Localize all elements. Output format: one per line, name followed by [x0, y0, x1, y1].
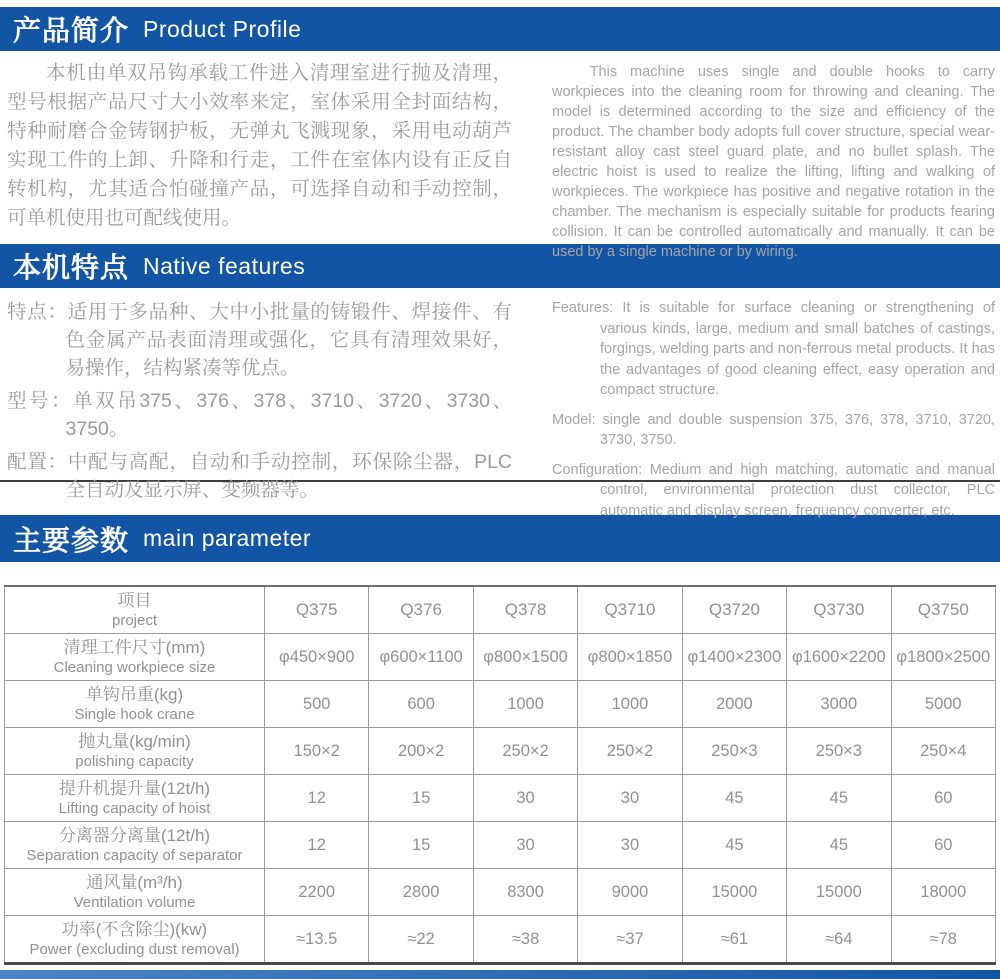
- parameter-label-en: Cleaning workpiece size: [53, 659, 216, 676]
- value-cell: 500: [265, 681, 369, 728]
- model-column-header: Q376: [369, 586, 473, 634]
- parameters-table-body: [5, 586, 996, 964]
- main-parameter-title-en: main parameter: [143, 525, 312, 551]
- value-cell: 15000: [682, 869, 786, 916]
- value-cell: ≈22: [369, 916, 473, 964]
- configuration-item-en: Configuration: Medium and high matching, automatic and manual control, environmental protection dust collector, PLC automatic and display screen, frequency converter, etc.: [552, 461, 995, 519]
- value-cell: 18000: [891, 869, 995, 916]
- value-cell: 150×2: [265, 728, 369, 775]
- native-features-title-en: Native features: [143, 252, 306, 279]
- value-cell: 1000: [578, 681, 682, 728]
- value-cell: 15000: [787, 869, 891, 916]
- value-cell: ≈38: [473, 916, 577, 964]
- value-cell: 45: [682, 775, 786, 822]
- model-column-header: Q378: [473, 586, 577, 634]
- value-cell: 30: [473, 775, 577, 822]
- native-features-title-zh: 本机特点: [13, 252, 130, 283]
- parameter-cell: [5, 822, 265, 869]
- table-row: [5, 822, 996, 869]
- value-cell: 9000: [578, 869, 682, 916]
- model-item-zh: 型号：单双吊375、376、378、3710、3720、3730、3750。: [7, 390, 512, 440]
- configuration-item-zh: 配置：中配与高配，自动和手动控制，环保除尘器，PLC全自动及显示屏、变频器等。: [7, 451, 512, 501]
- value-cell: φ1800×2500: [891, 634, 995, 681]
- value-cell: φ800×1850: [578, 634, 682, 681]
- product-profile-text-english: This machine uses single and double hooks to carry workpieces into the cleaning room for throwing and cleaning. The model is determined according to the size and efficiency of the product. The chamber body adopts full cover structure, special wear-resistant alloy cast steel guard plate, and no bullet splash. The electric hoist is used to realize the lifting, lifting and walking of workpieces. The workpiece has positive and negative rotation in the chamber. The mechanism is especially suitable for products fearing collision. It can be controlled automatically and manually. It can be used by a single machine or by wiring.: [552, 64, 995, 260]
- value-cell: 2200: [265, 869, 369, 916]
- product-profile-title-zh: 产品简介: [13, 15, 130, 46]
- value-cell: 15: [369, 822, 473, 869]
- main-parameter-title-zh: 主要参数: [13, 524, 130, 556]
- parameter-cell: [5, 775, 265, 822]
- value-cell: 250×3: [682, 728, 786, 775]
- value-cell: ≈13.5: [265, 916, 369, 964]
- model-column-header: Q3710: [578, 586, 682, 634]
- value-cell: 45: [787, 775, 891, 822]
- table-row: [5, 869, 996, 916]
- parameter-cell: [5, 916, 265, 964]
- value-cell: 250×3: [787, 728, 891, 775]
- table-row: [5, 916, 996, 964]
- value-cell: 8300: [473, 869, 577, 916]
- parameter-cell: [5, 869, 265, 916]
- parameter-label-zh: 功率(不含除尘)(kw): [61, 920, 208, 939]
- value-cell: 600: [369, 681, 473, 728]
- value-cell: φ1400×2300: [682, 634, 786, 681]
- value-cell: 3000: [787, 681, 891, 728]
- value-cell: ≈37: [578, 916, 682, 964]
- model-column-header: Q3720: [682, 586, 786, 634]
- section-header-product-profile: [0, 7, 1000, 51]
- value-cell: 30: [578, 775, 682, 822]
- parameters-table: [4, 585, 996, 965]
- parameter-label-zh: 抛丸量(kg/min): [78, 732, 191, 751]
- value-cell: 2000: [682, 681, 786, 728]
- parameter-label-en: Lifting capacity of hoist: [58, 800, 211, 817]
- product-profile-text-chinese: 本机由单双吊钩承载工件进入清理室进行抛及清理，型号根据产品尺寸大小效率来定，室体采用全封面结构，特种耐磨合金铸钢护板，无弹丸飞溅现象，采用电动葫芦实现工件的上卸、升降和行走，工件在室体内设有正反自转机构，尤其适合怕碰撞产品，可选择自动和手动控制，可单机使用也可配线使用。: [7, 62, 512, 229]
- parameter-cell: [5, 728, 265, 775]
- value-cell: φ800×1500: [473, 634, 577, 681]
- table-header-row: [5, 586, 996, 634]
- project-header-label-zh: 项目: [117, 591, 152, 610]
- footer-bar: [0, 970, 1000, 979]
- value-cell: 30: [578, 822, 682, 869]
- value-cell: 2800: [369, 869, 473, 916]
- value-cell: 12: [265, 775, 369, 822]
- parameter-label-zh: 清理工件尺寸(mm): [63, 638, 206, 657]
- model-column-header: Q3750: [891, 586, 995, 634]
- parameter-label-en: polishing capacity: [75, 753, 194, 770]
- value-cell: 30: [473, 822, 577, 869]
- parameter-label-zh: 单钩吊重(kg): [85, 685, 184, 704]
- parameter-label-en: Power (excluding dust removal): [29, 941, 240, 958]
- value-cell: ≈61: [682, 916, 786, 964]
- value-cell: ≈78: [891, 916, 995, 964]
- value-cell: 250×4: [891, 728, 995, 775]
- table-row: [5, 634, 996, 681]
- project-header-cell: [5, 586, 265, 634]
- parameter-label-en: Separation capacity of separator: [26, 847, 243, 864]
- native-features-list-english: [552, 298, 995, 519]
- parameter-cell: [5, 634, 265, 681]
- parameter-label-zh: 分离器分离量(12t/h): [58, 826, 211, 845]
- table-row: [5, 681, 996, 728]
- table-row: [5, 775, 996, 822]
- parameter-label-zh: 通风量(m³/h): [86, 873, 183, 892]
- value-cell: φ600×1100: [369, 634, 473, 681]
- value-cell: 250×2: [473, 728, 577, 775]
- native-features-list-chinese: [7, 298, 512, 501]
- model-column-header: Q3730: [787, 586, 891, 634]
- model-item-en: Model: single and double suspension 375, 376, 378, 3710, 3720, 3730, 3750.: [552, 411, 995, 448]
- value-cell: φ450×900: [265, 634, 369, 681]
- section-header-native-features: [0, 244, 1000, 288]
- value-cell: 1000: [473, 681, 577, 728]
- model-column-header: Q375: [265, 586, 369, 634]
- parameter-label-en: Ventilation volume: [73, 894, 196, 911]
- product-profile-content: [0, 51, 1000, 260]
- feature-item-zh: 特点：适用于多品种、大中小批量的铸锻件、焊接件、有色金属产品表面清理或强化，它具有清理效果好，易操作，结构紧凑等优点。: [7, 301, 512, 379]
- product-profile-title-en: Product Profile: [143, 15, 302, 42]
- parameter-label-zh: 提升机提升量(12t/h): [58, 779, 211, 798]
- value-cell: 15: [369, 775, 473, 822]
- native-features-content: [0, 288, 1000, 519]
- value-cell: 60: [891, 775, 995, 822]
- parameter-cell: [5, 681, 265, 728]
- value-cell: ≈64: [787, 916, 891, 964]
- value-cell: 45: [787, 822, 891, 869]
- section-header-main-parameter: [0, 515, 1000, 562]
- value-cell: 45: [682, 822, 786, 869]
- project-header-label-en: project: [111, 612, 158, 629]
- value-cell: 200×2: [369, 728, 473, 775]
- feature-item-en: Features: It is suitable for surface cleaning or strengthening of various kinds, large, medium and small batches of castings, forgings, welding parts and non-ferrous metal products. It has the advantages of good cleaning effect, easy operation and compact structure.: [552, 300, 995, 398]
- value-cell: 12: [265, 822, 369, 869]
- value-cell: 5000: [891, 681, 995, 728]
- value-cell: φ1600×2200: [787, 634, 891, 681]
- table-row: [5, 728, 996, 775]
- value-cell: 60: [891, 822, 995, 869]
- value-cell: 250×2: [578, 728, 682, 775]
- parameter-label-en: Single hook crane: [74, 706, 195, 723]
